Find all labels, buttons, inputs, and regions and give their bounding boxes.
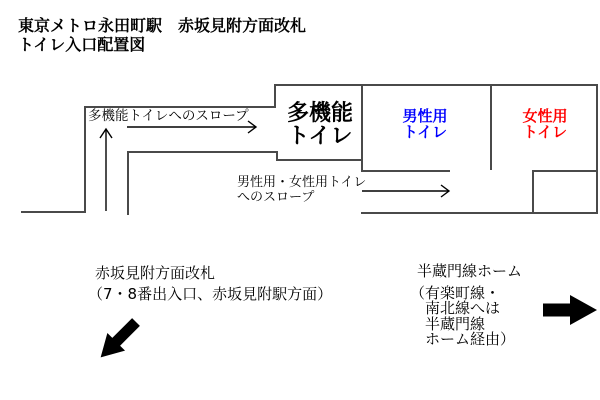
- gate-direction-line2: （7・8番出入口、赤坂見附駅方面）: [88, 285, 333, 303]
- hanzomon-line1: 半蔵門線ホーム: [417, 262, 523, 280]
- male-toilet-line1: 男性用: [402, 107, 448, 125]
- hanzomon-direction-label: [410, 264, 522, 348]
- gate-direction-arrow: [92, 313, 145, 366]
- hanzomon-line5: ホーム経由）: [410, 330, 516, 348]
- up-arrow: [100, 129, 112, 211]
- hanzomon-line4: 半蔵門線: [410, 314, 486, 333]
- male-toilet-line2: トイレ: [402, 123, 448, 141]
- page-title: [18, 16, 306, 54]
- mf-slope-arrow: [362, 185, 449, 197]
- mf-slope-line2: へのスロープ: [237, 189, 315, 205]
- multi-function-toilet-line2: トイレ: [287, 124, 353, 149]
- mf-slope-label: [237, 176, 366, 205]
- gate-direction-label: [88, 263, 332, 305]
- female-toilet-line2: トイレ: [522, 123, 568, 141]
- mf-slope-line1: 男性用・女性用トイレ: [237, 175, 367, 190]
- male-toilet-label: [376, 108, 474, 140]
- hanzomon-line3: 南北線へは: [410, 299, 501, 317]
- multi-slope-label: 多機能トイレへのスロープ: [88, 108, 249, 124]
- female-toilet-label: [496, 108, 594, 140]
- hanzomon-line2: （有楽町線・: [410, 283, 501, 302]
- gate-direction-line1: 赤坂見附方面改札: [95, 264, 216, 282]
- multi-function-toilet-label: [277, 102, 363, 148]
- page-title-line1: 東京メトロ永田町駅 赤坂見附方面改札: [18, 16, 307, 35]
- page-title-line2: トイレ入口配置図: [18, 35, 146, 54]
- female-toilet-line1: 女性用: [522, 107, 568, 125]
- hanzomon-direction-arrow: [543, 295, 597, 325]
- multi-function-toilet-line1: 多機能: [286, 101, 353, 126]
